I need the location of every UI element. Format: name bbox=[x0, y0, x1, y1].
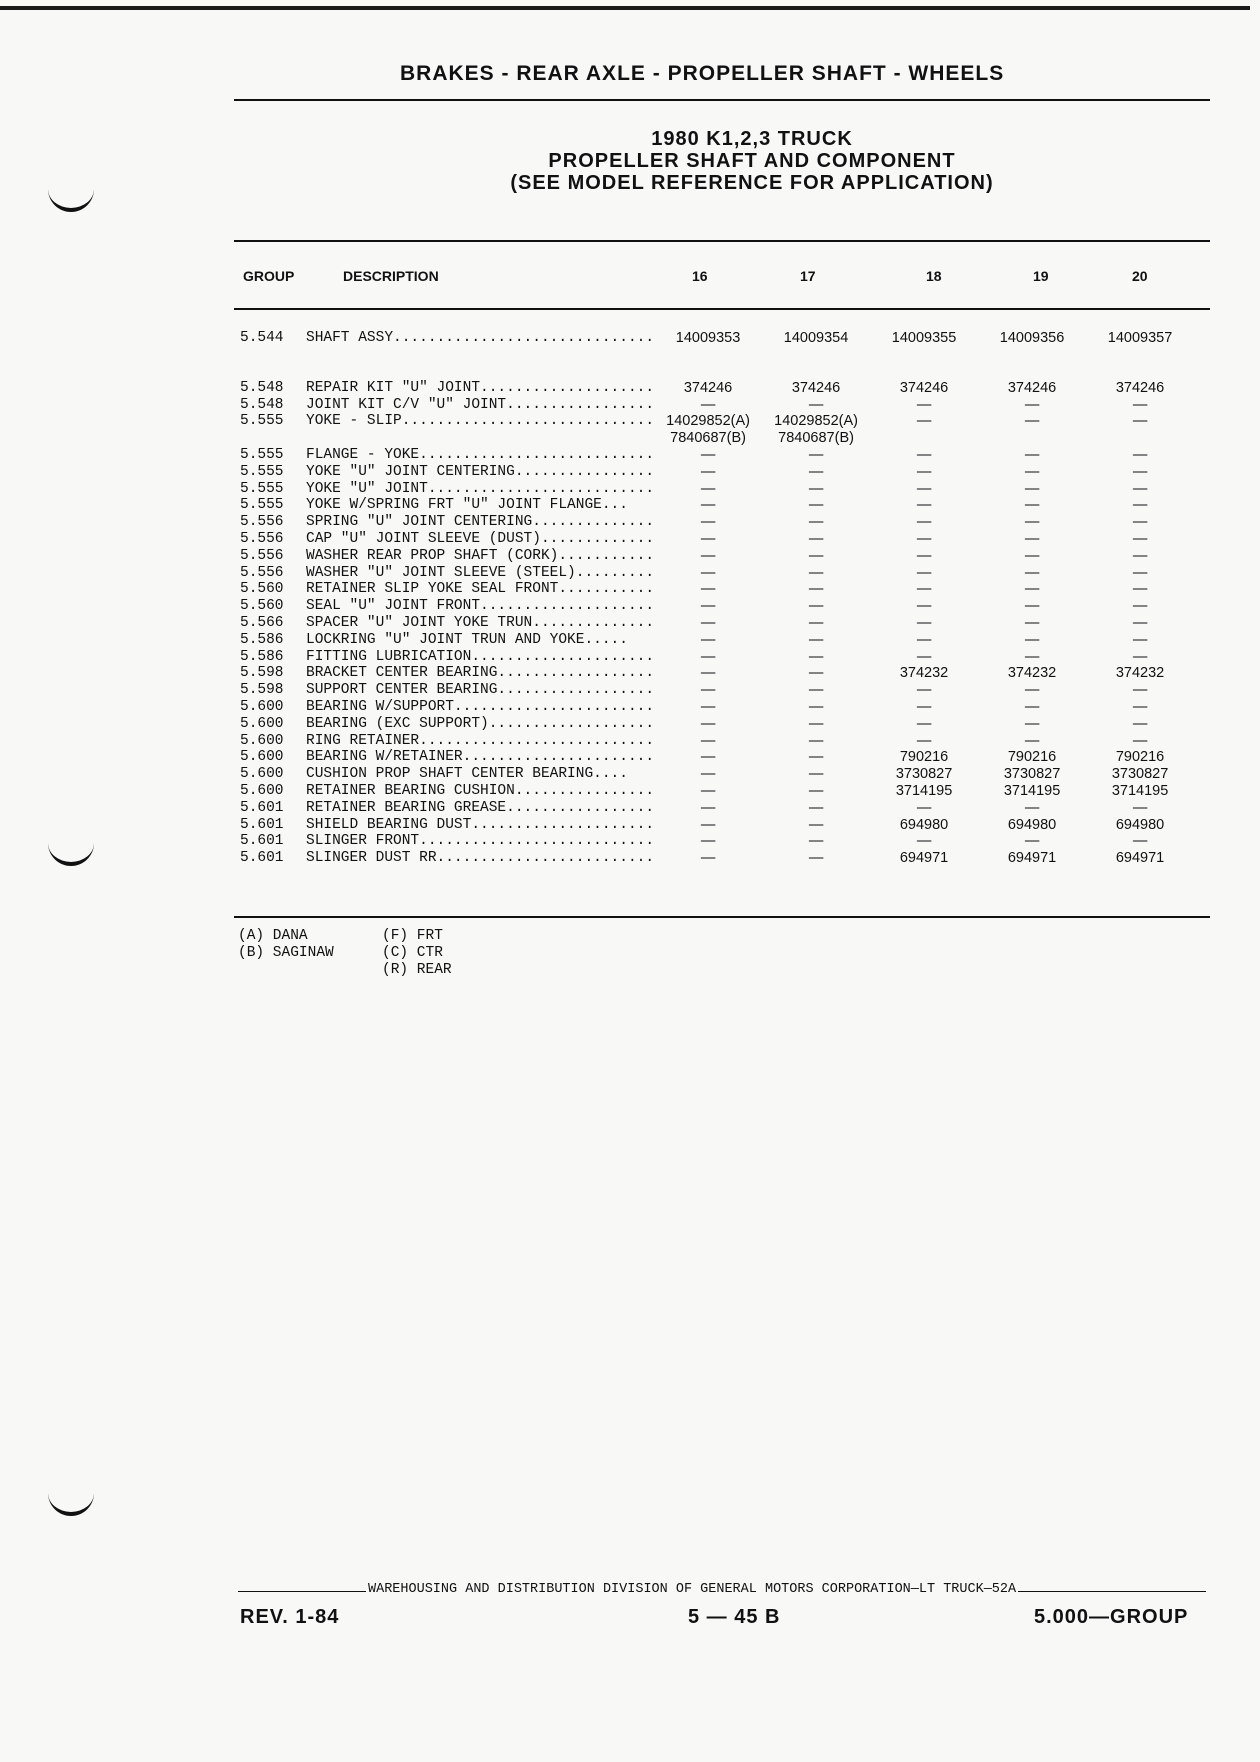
table-row bbox=[240, 447, 1194, 464]
group-cell: 5.560 bbox=[240, 598, 284, 615]
part-number-cell: — bbox=[1132, 413, 1148, 430]
part-number-cell: — bbox=[808, 766, 824, 783]
part-number-cell: — bbox=[916, 581, 932, 598]
part-number-cell: — bbox=[808, 614, 824, 631]
part-number-cell: — bbox=[700, 530, 716, 547]
group-cell: 5.555 bbox=[240, 446, 284, 463]
table-bottom-rule bbox=[234, 916, 1210, 918]
part-number-cell: — bbox=[1024, 648, 1040, 665]
part-number-cell: 14009356 bbox=[999, 330, 1065, 346]
group-cell: 5.586 bbox=[240, 648, 284, 665]
part-number-cell: — bbox=[1132, 833, 1148, 850]
part-number-cell: — bbox=[808, 564, 824, 581]
part-number-cell: — bbox=[916, 530, 932, 547]
description-cell: CAP "U" JOINT SLEEVE (DUST)............. bbox=[306, 530, 655, 547]
part-number-cell: — bbox=[1024, 581, 1040, 598]
part-number-cell: 3714195 bbox=[1003, 782, 1061, 799]
part-number-cell bbox=[870, 430, 978, 447]
part-number-cell: — bbox=[808, 631, 824, 648]
footer-page-number: 5 — 45 B bbox=[688, 1606, 781, 1628]
part-number-cell: — bbox=[700, 715, 716, 732]
part-number-cell: — bbox=[808, 547, 824, 564]
part-number-cell: — bbox=[700, 648, 716, 665]
part-number-cell: 374246 bbox=[683, 379, 733, 396]
group-cell: 5.548 bbox=[240, 396, 284, 413]
table-row bbox=[240, 817, 1194, 834]
group-cell: 5.601 bbox=[240, 799, 284, 816]
part-number-cell: — bbox=[1024, 614, 1040, 631]
title-line-1: 1980 K1,2,3 TRUCK bbox=[651, 128, 853, 150]
part-number-cell: — bbox=[1132, 698, 1148, 715]
table-row bbox=[240, 514, 1194, 531]
part-number-cell: — bbox=[700, 497, 716, 514]
part-number-cell: — bbox=[808, 682, 824, 699]
group-cell: 5.601 bbox=[240, 850, 284, 867]
table-row bbox=[240, 598, 1194, 615]
description-cell: SEAL "U" JOINT FRONT.................... bbox=[306, 598, 655, 615]
description-cell: LOCKRING "U" JOINT TRUN AND YOKE..... bbox=[306, 631, 628, 648]
group-cell: 5.600 bbox=[240, 766, 284, 783]
part-number-cell: — bbox=[700, 446, 716, 463]
title-block bbox=[234, 128, 1210, 194]
part-number-cell: — bbox=[916, 547, 932, 564]
part-number-cell: — bbox=[700, 665, 716, 682]
part-number-cell: — bbox=[916, 514, 932, 531]
part-number-cell: 694980 bbox=[1115, 816, 1165, 833]
part-number-cell: — bbox=[916, 497, 932, 514]
part-number-cell: — bbox=[1132, 715, 1148, 732]
group-cell: 5.566 bbox=[240, 614, 284, 631]
part-number-cell: — bbox=[808, 833, 824, 850]
part-number-cell: — bbox=[1132, 514, 1148, 531]
table-row bbox=[240, 733, 1194, 750]
table-row bbox=[240, 615, 1194, 632]
part-number-cell: — bbox=[700, 564, 716, 581]
row-spacer bbox=[240, 347, 1194, 380]
part-number-cell: 14009355 bbox=[891, 330, 957, 346]
column-header-16: 16 bbox=[692, 268, 708, 284]
group-cell: 5.600 bbox=[240, 698, 284, 715]
description-cell bbox=[306, 430, 654, 447]
footer-division-note: WAREHOUSING AND DISTRIBUTION DIVISION OF GENERAL MOTORS CORPORATION—LT TRUCK—52A bbox=[368, 1582, 1017, 1597]
part-number-cell: — bbox=[808, 816, 824, 833]
part-number-cell: — bbox=[916, 614, 932, 631]
part-number-cell: — bbox=[700, 850, 716, 867]
description-cell: FITTING LUBRICATION..................... bbox=[306, 648, 655, 665]
part-number-cell: 3730827 bbox=[895, 766, 953, 783]
footer-revision: REV. 1-84 bbox=[240, 1606, 340, 1628]
part-number-cell: — bbox=[808, 463, 824, 480]
part-number-cell: — bbox=[808, 850, 824, 867]
part-number-cell: — bbox=[808, 446, 824, 463]
group-cell: 5.548 bbox=[240, 379, 284, 396]
part-number-cell: — bbox=[1132, 396, 1148, 413]
part-number-cell: — bbox=[1024, 463, 1040, 480]
title-line-2: PROPELLER SHAFT AND COMPONENT bbox=[548, 150, 956, 172]
part-number-cell: — bbox=[808, 749, 824, 766]
part-number-cell: 374246 bbox=[791, 379, 841, 396]
part-number-cell: — bbox=[1132, 631, 1148, 648]
top-border-rule bbox=[0, 6, 1250, 10]
part-number-cell: — bbox=[700, 766, 716, 783]
part-number-cell: — bbox=[1024, 698, 1040, 715]
part-number-cell: — bbox=[1024, 497, 1040, 514]
part-number-cell: — bbox=[916, 715, 932, 732]
part-number-cell: 374246 bbox=[1007, 379, 1057, 396]
section-header: BRAKES - REAR AXLE - PROPELLER SHAFT - WHEELS bbox=[400, 62, 1005, 85]
column-header-18: 18 bbox=[926, 268, 942, 284]
part-number-cell: — bbox=[916, 463, 932, 480]
binder-hole-mark bbox=[48, 186, 94, 212]
part-number-cell: 694971 bbox=[1007, 850, 1057, 867]
part-number-cell: — bbox=[808, 799, 824, 816]
group-cell: 5.556 bbox=[240, 530, 284, 547]
part-number-cell: — bbox=[1024, 799, 1040, 816]
part-number-cell: — bbox=[916, 648, 932, 665]
part-number-cell: — bbox=[1024, 564, 1040, 581]
part-number-cell: 14029852(A) bbox=[774, 413, 858, 430]
description-cell: RETAINER BEARING CUSHION................ bbox=[306, 782, 655, 799]
part-number-cell: — bbox=[700, 833, 716, 850]
group-cell: 5.556 bbox=[240, 564, 284, 581]
part-number-cell: — bbox=[808, 530, 824, 547]
legend-manufacturers bbox=[238, 928, 334, 962]
table-row bbox=[240, 665, 1194, 682]
column-header-description: DESCRIPTION bbox=[343, 268, 439, 284]
legend-item-rear: (R) REAR bbox=[382, 961, 452, 978]
part-number-cell: — bbox=[916, 598, 932, 615]
part-number-cell: 374232 bbox=[899, 665, 949, 682]
table-row bbox=[240, 833, 1194, 850]
part-number-cell: — bbox=[916, 833, 932, 850]
part-number-cell: — bbox=[700, 614, 716, 631]
part-number-cell bbox=[978, 430, 1086, 447]
description-cell: SPRING "U" JOINT CENTERING.............. bbox=[306, 514, 655, 531]
part-number-cell: — bbox=[808, 732, 824, 749]
part-number-cell: — bbox=[700, 749, 716, 766]
part-number-cell: — bbox=[700, 514, 716, 531]
part-number-cell: — bbox=[1132, 547, 1148, 564]
description-cell: FLANGE - YOKE........................... bbox=[306, 446, 655, 463]
group-cell: 5.555 bbox=[240, 480, 284, 497]
part-number-cell: — bbox=[1024, 682, 1040, 699]
part-number-cell: — bbox=[916, 698, 932, 715]
part-number-cell: — bbox=[1132, 732, 1148, 749]
part-number-cell: — bbox=[1024, 530, 1040, 547]
description-cell: SHIELD BEARING DUST..................... bbox=[306, 816, 655, 833]
part-number-cell: — bbox=[916, 564, 932, 581]
table-row bbox=[240, 397, 1194, 414]
table-row bbox=[240, 548, 1194, 565]
column-header-17: 17 bbox=[800, 268, 816, 284]
description-cell: SHAFT ASSY.............................. bbox=[306, 330, 655, 346]
group-cell: 5.556 bbox=[240, 547, 284, 564]
part-number-cell: — bbox=[700, 396, 716, 413]
description-cell: BEARING W/SUPPORT....................... bbox=[306, 698, 655, 715]
description-cell: SUPPORT CENTER BEARING.................. bbox=[306, 682, 655, 699]
part-number-cell: — bbox=[1024, 446, 1040, 463]
parts-table bbox=[240, 330, 1194, 867]
table-row bbox=[240, 632, 1194, 649]
group-cell: 5.600 bbox=[240, 715, 284, 732]
part-number-cell: — bbox=[916, 732, 932, 749]
part-number-cell: — bbox=[700, 598, 716, 615]
part-number-cell: — bbox=[808, 581, 824, 598]
table-row bbox=[240, 649, 1194, 666]
group-cell: 5.601 bbox=[240, 816, 284, 833]
group-cell: 5.600 bbox=[240, 749, 284, 766]
binder-hole-mark bbox=[48, 840, 94, 866]
part-number-cell: — bbox=[700, 682, 716, 699]
part-number-cell: — bbox=[700, 581, 716, 598]
group-cell: 5.598 bbox=[240, 665, 284, 682]
part-number-cell: — bbox=[700, 631, 716, 648]
binder-hole-mark bbox=[48, 1490, 94, 1516]
description-cell: YOKE - SLIP............................. bbox=[306, 413, 655, 430]
table-row bbox=[240, 766, 1194, 783]
table-row bbox=[240, 330, 1194, 347]
part-number-cell: — bbox=[700, 816, 716, 833]
part-number-cell: — bbox=[916, 682, 932, 699]
column-header-20: 20 bbox=[1132, 268, 1148, 284]
group-cell: 5.555 bbox=[240, 497, 284, 514]
description-cell: JOINT KIT C/V "U" JOINT................. bbox=[306, 396, 655, 413]
part-number-cell: — bbox=[700, 480, 716, 497]
part-number-cell: — bbox=[1132, 648, 1148, 665]
part-number-cell: 3714195 bbox=[1111, 782, 1169, 799]
part-number-cell: — bbox=[1024, 598, 1040, 615]
table-row bbox=[240, 413, 1194, 430]
table-row bbox=[240, 749, 1194, 766]
part-number-cell: 7840687(B) bbox=[778, 430, 854, 447]
description-cell: WASHER "U" JOINT SLEEVE (STEEL)......... bbox=[306, 564, 655, 581]
group-cell bbox=[240, 430, 306, 447]
part-number-cell: 14009357 bbox=[1107, 330, 1173, 346]
table-row bbox=[240, 850, 1194, 867]
part-number-cell: 3714195 bbox=[895, 782, 953, 799]
part-number-cell: — bbox=[1132, 446, 1148, 463]
part-number-cell: — bbox=[808, 782, 824, 799]
legend-item-dana: (A) DANA bbox=[238, 928, 308, 944]
group-cell: 5.601 bbox=[240, 833, 284, 850]
part-number-cell: 694980 bbox=[1007, 816, 1057, 833]
part-number-cell: — bbox=[808, 665, 824, 682]
part-number-cell: — bbox=[1132, 598, 1148, 615]
table-row bbox=[240, 716, 1194, 733]
part-number-cell: — bbox=[700, 782, 716, 799]
part-number-cell: 374246 bbox=[1115, 379, 1165, 396]
part-number-cell: — bbox=[700, 698, 716, 715]
group-cell: 5.560 bbox=[240, 581, 284, 598]
part-number-cell: — bbox=[700, 547, 716, 564]
column-header-rule bbox=[234, 308, 1210, 310]
part-number-cell: 374246 bbox=[899, 379, 949, 396]
table-row bbox=[240, 531, 1194, 548]
group-cell: 5.598 bbox=[240, 682, 284, 699]
part-number-cell: 7840687(B) bbox=[670, 430, 746, 447]
part-number-cell: — bbox=[916, 480, 932, 497]
table-row bbox=[240, 430, 1194, 447]
part-number-cell: — bbox=[1132, 564, 1148, 581]
table-top-rule bbox=[234, 240, 1210, 242]
part-number-cell bbox=[1086, 430, 1194, 447]
part-number-cell: 14009354 bbox=[783, 330, 849, 346]
part-number-cell: 694971 bbox=[899, 850, 949, 867]
part-number-cell: — bbox=[808, 698, 824, 715]
part-number-cell: — bbox=[808, 598, 824, 615]
table-row bbox=[240, 565, 1194, 582]
description-cell: RETAINER BEARING GREASE................. bbox=[306, 799, 655, 816]
part-number-cell: — bbox=[808, 715, 824, 732]
part-number-cell: — bbox=[916, 631, 932, 648]
part-number-cell: — bbox=[1024, 732, 1040, 749]
part-number-cell: 374232 bbox=[1007, 665, 1057, 682]
group-cell: 5.544 bbox=[240, 330, 284, 346]
description-cell: YOKE "U" JOINT.......................... bbox=[306, 480, 655, 497]
part-number-cell: — bbox=[1132, 463, 1148, 480]
part-number-cell: 14009353 bbox=[675, 330, 741, 346]
description-cell: YOKE W/SPRING FRT "U" JOINT FLANGE... bbox=[306, 497, 628, 514]
description-cell: SLINGER FRONT........................... bbox=[306, 833, 655, 850]
table-row bbox=[240, 497, 1194, 514]
description-cell: YOKE "U" JOINT CENTERING................ bbox=[306, 463, 655, 480]
part-number-cell: — bbox=[916, 446, 932, 463]
part-number-cell: 3730827 bbox=[1111, 766, 1169, 783]
table-row bbox=[240, 800, 1194, 817]
part-number-cell: — bbox=[808, 480, 824, 497]
part-number-cell: — bbox=[1024, 631, 1040, 648]
group-cell: 5.600 bbox=[240, 782, 284, 799]
part-number-cell: — bbox=[1024, 547, 1040, 564]
part-number-cell: — bbox=[1024, 480, 1040, 497]
legend-item-front: (F) FRT bbox=[382, 928, 443, 944]
part-number-cell: — bbox=[1024, 715, 1040, 732]
group-cell: 5.555 bbox=[240, 413, 284, 430]
part-number-cell: — bbox=[1132, 614, 1148, 631]
part-number-cell: — bbox=[808, 497, 824, 514]
part-number-cell: — bbox=[1132, 799, 1148, 816]
part-number-cell: — bbox=[916, 413, 932, 430]
part-number-cell: — bbox=[1132, 530, 1148, 547]
part-number-cell: 3730827 bbox=[1003, 766, 1061, 783]
group-cell: 5.600 bbox=[240, 732, 284, 749]
legend-item-center: (C) CTR bbox=[382, 944, 443, 961]
description-cell: WASHER REAR PROP SHAFT (CORK)........... bbox=[306, 547, 655, 564]
part-number-cell: — bbox=[1024, 833, 1040, 850]
table-row bbox=[240, 464, 1194, 481]
description-cell: RING RETAINER........................... bbox=[306, 732, 655, 749]
title-line-3: (SEE MODEL REFERENCE FOR APPLICATION) bbox=[510, 172, 994, 194]
header-rule bbox=[234, 99, 1210, 101]
table-row bbox=[240, 783, 1194, 800]
group-cell: 5.556 bbox=[240, 514, 284, 531]
column-header-group: GROUP bbox=[243, 268, 295, 284]
group-cell: 5.586 bbox=[240, 631, 284, 648]
footer-group: 5.000—GROUP bbox=[1034, 1606, 1189, 1628]
table-row bbox=[240, 380, 1194, 397]
part-number-cell: — bbox=[808, 514, 824, 531]
description-cell: SPACER "U" JOINT YOKE TRUN.............. bbox=[306, 614, 655, 631]
description-cell: SLINGER DUST RR......................... bbox=[306, 850, 655, 867]
part-number-cell: — bbox=[916, 396, 932, 413]
part-number-cell: — bbox=[1132, 497, 1148, 514]
part-number-cell: — bbox=[916, 799, 932, 816]
part-number-cell: 374232 bbox=[1115, 665, 1165, 682]
legend-item-saginaw: (B) SAGINAW bbox=[238, 944, 334, 961]
description-cell: REPAIR KIT "U" JOINT.................... bbox=[306, 379, 655, 396]
part-number-cell: — bbox=[808, 648, 824, 665]
part-number-cell: 790216 bbox=[1007, 749, 1057, 766]
group-cell: 5.555 bbox=[240, 463, 284, 480]
description-cell: CUSHION PROP SHAFT CENTER BEARING.... bbox=[306, 766, 628, 783]
part-number-cell: 694971 bbox=[1115, 850, 1165, 867]
column-header-19: 19 bbox=[1033, 268, 1049, 284]
table-row bbox=[240, 581, 1194, 598]
part-number-cell: — bbox=[1024, 514, 1040, 531]
description-cell: BRACKET CENTER BEARING.................. bbox=[306, 665, 655, 682]
part-number-cell: — bbox=[808, 396, 824, 413]
part-number-cell: — bbox=[1132, 480, 1148, 497]
part-number-cell: — bbox=[1132, 581, 1148, 598]
part-number-cell: — bbox=[1024, 413, 1040, 430]
description-cell: RETAINER SLIP YOKE SEAL FRONT........... bbox=[306, 581, 655, 598]
part-number-cell: 694980 bbox=[899, 816, 949, 833]
part-number-cell: — bbox=[700, 463, 716, 480]
table-row bbox=[240, 481, 1194, 498]
part-number-cell: 790216 bbox=[899, 749, 949, 766]
part-number-cell: 790216 bbox=[1115, 749, 1165, 766]
part-number-cell: — bbox=[1132, 682, 1148, 699]
part-number-cell: 14029852(A) bbox=[666, 413, 750, 430]
description-cell: BEARING W/RETAINER...................... bbox=[306, 749, 655, 766]
table-row bbox=[240, 682, 1194, 699]
part-number-cell: — bbox=[1024, 396, 1040, 413]
legend-positions bbox=[382, 928, 452, 978]
part-number-cell: — bbox=[700, 799, 716, 816]
description-cell: BEARING (EXC SUPPORT)................... bbox=[306, 715, 655, 732]
table-row bbox=[240, 699, 1194, 716]
part-number-cell: — bbox=[700, 732, 716, 749]
